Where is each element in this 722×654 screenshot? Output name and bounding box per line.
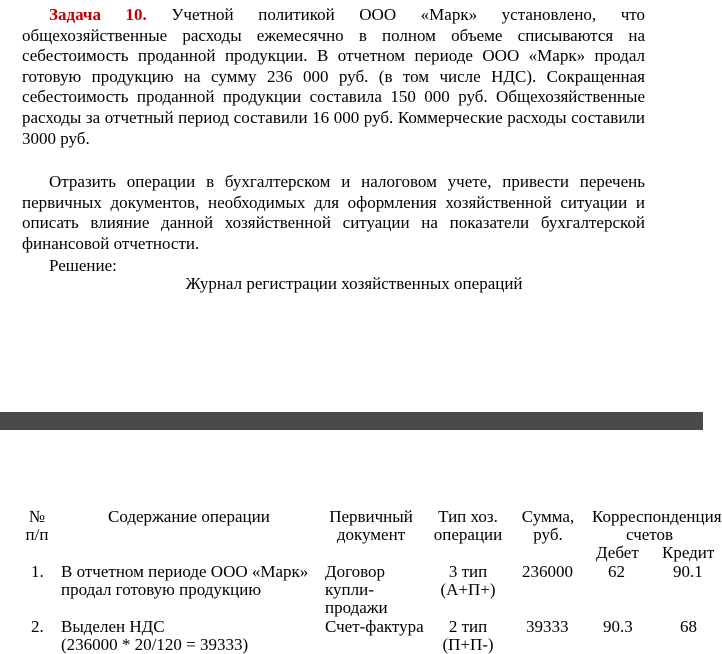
row-operation-type: 2 тип (П+П-) [442,617,494,654]
header-sum: Сумма, руб. [521,507,575,544]
page-break-bar [0,412,703,430]
header-num: № п/п [25,507,49,544]
row-credit: 68 [680,617,697,636]
instruction-paragraph: Отразить операции в бухгалтерском и налоговом учете, привести перечень первичных документов, необходимых для оформления хозяйственной ситуации и описать влияние данной хозяйственной ситуации на показатели бухгалтерской финансовой отчетности. [22,172,645,253]
row-sum: 236000 [522,562,573,581]
row-document: Счет-фактура [325,617,424,636]
header-debit: Дебет [596,543,639,562]
header-content: Содержание операции [108,507,270,526]
row-operation-type: 3 тип (А+П+) [440,562,496,599]
task-paragraph [22,5,645,149]
row-num: 2. [31,617,44,636]
journal-table [0,430,722,654]
header-credit: Кредит [662,543,715,562]
row-content: Выделен НДС (236000 * 20/120 = 39333) [61,617,249,654]
row-debit: 62 [608,562,625,581]
task-text: Учетной политикой ООО «Марк» установлено, что общехозяйственные расходы ежемесячно в полном объеме списываются на себестоимость проданной продукции. В отчетном периоде ООО «Марк» продал готовую продукцию на сумму 236 000 руб. (в том числе НДС). Сокращенная себестоимость проданной продукции составила 150 000 руб. Общехозяйственные расходы за отчетный период составили 16 000 руб. Коммерческие расходы составили 3000 руб. [22,5,646,148]
solution-label: Решение: [49,256,117,275]
row-document: Договор купли- продажи [325,562,388,617]
header-correspondence: Корреспонденция [592,507,722,526]
header-document: Первичный документ [329,507,413,544]
journal-title: Журнал регистрации хозяйственных операций [185,274,523,293]
row-debit: 90.3 [603,617,633,636]
row-content: В отчетном периоде ООО «Марк» продал готовую продукцию [61,562,309,599]
row-credit: 90.1 [673,562,703,581]
row-sum: 39333 [526,617,569,636]
row-num: 1. [31,562,44,581]
task-label: Задача 10. [49,5,147,24]
header-accounts: счетов [626,525,674,544]
header-operation-type: Тип хоз. операции [433,507,503,544]
